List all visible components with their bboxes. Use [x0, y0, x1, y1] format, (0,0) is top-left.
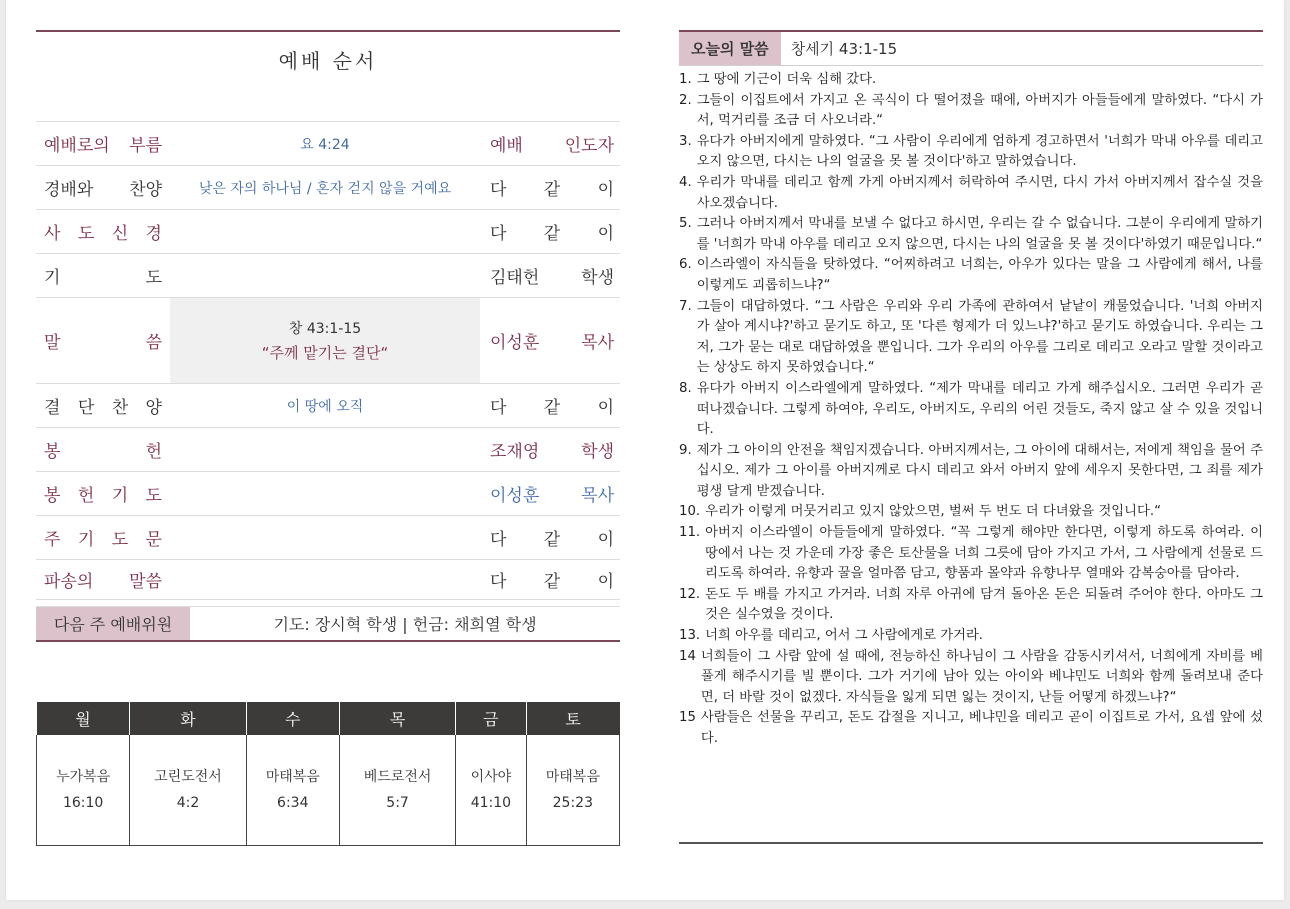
order-leader: 이성훈 목사	[490, 333, 614, 353]
order-row-response-hymn	[36, 384, 620, 428]
verse-number: 1.	[679, 72, 692, 87]
verse	[679, 173, 1263, 214]
verse-number: 3.	[679, 133, 692, 149]
verse	[679, 91, 1263, 132]
order-name: 사 도 신 경	[44, 224, 162, 244]
scripture-header	[679, 32, 1263, 66]
verse	[679, 297, 1263, 379]
reading-cell	[526, 735, 619, 845]
verse	[679, 214, 1263, 255]
verse-text: 너희들이 그 사람 앞에 설 때에, 전능하신 하나님이 그 사람을 감동시키셔서, 너희에게 자비를 베풀게 해주시기를 빌 뿐이다. 그가 거기에 남아 있는 아이와 베냐민도 너희와 함께 돌려보내 준다면, 더 바랄 것이 없겠다. 자식들을 잃게 되면 잃는 것이지, 난들 어떻게 하겠느냐?“	[700, 648, 1263, 705]
verse-text: 그러나 아버지께서 막내를 보낼 수 없다고 하시면, 우리는 갈 수 없습니다. 그분이 우리에게 말하기를 '너희가 막내 아우를 데리고 오지 않으면, 다시는 나의 얼굴을 못 볼 것이다'하였기 때문입니다.“	[696, 216, 1263, 252]
day-header: 화	[130, 702, 246, 735]
order-row-offering	[36, 428, 620, 472]
reading-ref: 25:23	[552, 794, 593, 811]
bulletin-sheet	[6, 0, 1284, 900]
reading-cell	[339, 735, 455, 845]
scripture-reference: 창세기 43:1-15	[790, 40, 898, 58]
order-leader: 조재영 학생	[490, 442, 614, 462]
worship-order-title: 예배 순서	[36, 32, 620, 122]
reading-ref: 41:10	[470, 794, 512, 811]
reading-cell	[37, 735, 130, 845]
day-header: 월	[37, 702, 130, 735]
verse	[679, 70, 1263, 91]
order-detail	[170, 428, 480, 471]
next-week-servers	[36, 606, 620, 642]
order-name: 결 단 찬 양	[44, 398, 162, 418]
day-header: 수	[246, 702, 339, 735]
verse-text: 우리가 막내를 데리고 함께 가게 아버지께서 허락하여 주시면, 다시 가서 아버지께서 잡수실 것을 사오겠습니다.	[696, 174, 1263, 211]
reading-ref: 6:34	[277, 794, 309, 811]
verse-text: 그들이 대답하였다. “그 사람은 우리와 우리 가족에 관하여서 낱낱이 캐물었습니다. '너희 아버지가 살아 계시냐?'하고 묻기도 하고, 또 '다른 형제가 더 있느냐?'하고 묻기도 하였습니다. 우리는 그저, 그가 묻는 대로 대답하였을 뿐입니다. 그가 우리의 아우를 그리로 데리고 오라고 말할 것이라고는 상상도 하지 못하였습니다.“	[696, 298, 1263, 376]
order-detail: 낮은 자의 하나님 / 혼자 걷지 않을 거예요	[198, 180, 452, 197]
bottom-rule	[679, 842, 1263, 844]
verse-number: 14	[679, 648, 696, 664]
verse	[679, 132, 1263, 173]
todays-scripture-panel	[679, 30, 1263, 750]
order-row-call	[36, 122, 620, 166]
reading-ref: 4:2	[176, 794, 200, 811]
order-name: 말 씀	[44, 333, 162, 353]
day-header: 토	[526, 702, 619, 735]
worship-order-panel	[36, 30, 620, 642]
verse-text: 유다가 아버지 이스라엘에게 말하였다. “제가 막내를 데리고 가게 해주십시오. 그러면 우리가 곧 떠나겠습니다. 그렇게 하여야, 우리도, 아버지도, 우리의 어린 것들도, 죽지 않고 살 수 있을 것입니다.	[696, 380, 1263, 438]
reading-refs-row	[37, 735, 620, 845]
verse-text: 이스라엘이 자식들을 탓하였다. “어찌하려고 너희는, 아우가 있다는 말을 그 사람에게 해서, 나를 이렇게도 괴롭히느냐?“	[696, 257, 1263, 293]
order-name: 파송의 말씀	[44, 572, 162, 592]
order-row-lords-prayer	[36, 516, 620, 560]
next-week-info: 기도: 장시혁 학생 | 헌금: 채희열 학생	[273, 615, 537, 634]
verse-number: 9.	[679, 442, 692, 458]
daily-reading-table	[36, 702, 620, 846]
verse-text: 유다가 아버지에게 말하였다. “그 사람이 우리에게 엄하게 경고하면서 '너희가 막내 아우를 데리고 오지 않으면, 다시는 나의 얼굴을 못 볼 것이다'하고 말하였습니다.	[696, 133, 1263, 170]
reading-book: 마태복음	[265, 768, 320, 785]
verse	[679, 708, 1263, 749]
order-row-creed	[36, 210, 620, 254]
order-leader: 김태헌 학생	[490, 268, 614, 288]
order-name: 경배와 찬양	[44, 180, 162, 200]
next-week-label: 다음 주 예배위원	[36, 607, 190, 640]
verse-number: 7.	[679, 298, 692, 314]
reading-book: 베드로전서	[363, 768, 432, 785]
order-row-prayer	[36, 254, 620, 298]
order-row-praise	[36, 166, 620, 210]
reading-cell	[130, 735, 246, 845]
verse-number: 11.	[679, 525, 701, 541]
day-header: 금	[456, 702, 526, 735]
verse	[679, 502, 1263, 523]
order-name: 주 기 도 문	[44, 530, 162, 550]
sermon-detail	[170, 298, 480, 383]
verse-number: 15	[679, 710, 696, 726]
verse-list	[679, 70, 1263, 750]
order-leader: 예배 인도자	[490, 136, 614, 156]
verse	[679, 523, 1263, 585]
order-name: 예배로의 부름	[44, 136, 162, 156]
verse-text: 아버지 이스라엘이 아들들에게 말하였다. “꼭 그렇게 해야만 한다면, 이렇게 하도록 하여라. 이 땅에서 나는 것 가운데 가장 좋은 토산물을 너희 그릇에 담아 가지고 가서, 그 사람에게 선물로 드리도록 하여라. 유향과 꿀을 얼마쯤 담고, 향품과 몰약과 유향나무 열매와 감복숭아를 담아라.	[705, 525, 1263, 582]
verse-text: 우리가 이렇게 머뭇거리고 있지 않았으면, 벌써 두 번도 더 다녀왔을 것입니다.“	[705, 504, 1161, 520]
verse-text: 너희 아우를 데리고, 어서 그 사람에게로 가거라.	[705, 628, 984, 644]
verse-text: 사람들은 선물을 꾸리고, 돈도 갑절을 지니고, 베냐민을 데리고 곧이 이집트로 가서, 요셉 앞에 섰다.	[700, 710, 1263, 746]
order-leader: 다 같 이	[490, 224, 614, 244]
verse	[679, 441, 1263, 503]
order-detail	[170, 516, 480, 559]
sermon-title: “주께 맡기는 결단“	[261, 344, 389, 362]
verse-text: 그들이 이집트에서 가지고 온 곡식이 다 떨어졌을 때에, 아버지가 아들들에게 말하였다. “다시 가서, 먹거리를 조금 더 사오너라.“	[696, 92, 1263, 129]
verse-number: 6.	[679, 257, 692, 273]
verse-text: 그 땅에 기근이 더욱 심해 갔다.	[696, 72, 877, 87]
verse	[679, 626, 1263, 647]
reading-book: 누가복음	[56, 768, 111, 785]
order-leader: 이성훈 목사	[490, 486, 614, 506]
order-leader: 다 같 이	[490, 530, 614, 550]
order-detail	[170, 472, 480, 515]
reading-book: 이사야	[470, 768, 512, 785]
order-leader: 다 같 이	[490, 572, 614, 592]
order-leader: 다 같 이	[490, 180, 614, 200]
order-detail: 요 4:24	[300, 136, 350, 153]
reading-book: 마태복음	[545, 768, 600, 785]
reading-ref: 5:7	[386, 794, 409, 811]
order-name: 기 도	[44, 268, 162, 288]
verse-number: 8.	[679, 380, 692, 396]
verse	[679, 379, 1263, 441]
order-name: 봉 헌 기 도	[44, 486, 162, 506]
reading-cell	[246, 735, 339, 845]
order-detail	[170, 254, 480, 297]
reading-days-row	[37, 702, 620, 735]
order-leader: 다 같 이	[490, 398, 614, 418]
reading-cell	[456, 735, 526, 845]
order-detail	[170, 560, 480, 599]
verse-number: 5.	[679, 216, 692, 232]
order-row-offering-prayer	[36, 472, 620, 516]
verse-number: 2.	[679, 92, 692, 108]
order-row-sending	[36, 560, 620, 600]
verse-number: 13.	[679, 628, 701, 644]
verse-text: 제가 그 아이의 안전을 책임지겠습니다. 아버지께서는, 그 아이에 대해서는, 저에게 책임을 물어 주십시오. 제가 그 아이를 아버지께로 다시 데리고 와서 아버지 앞에 세우지 못한다면, 그 죄를 제가 평생 달게 받겠습니다.	[696, 442, 1263, 499]
reading-book: 고린도전서	[154, 768, 222, 785]
verse-number: 4.	[679, 174, 692, 190]
verse	[679, 647, 1263, 709]
order-row-sermon	[36, 298, 620, 384]
verse	[679, 255, 1263, 296]
day-header: 목	[339, 702, 455, 735]
sermon-reference: 창 43:1-15	[288, 321, 362, 337]
order-name: 봉 헌	[44, 442, 162, 462]
order-detail	[170, 210, 480, 253]
verse	[679, 585, 1263, 626]
verse-number: 10.	[679, 504, 701, 520]
todays-word-label: 오늘의 말씀	[679, 32, 781, 65]
reading-ref: 16:10	[62, 794, 104, 811]
verse-text: 돈도 두 배를 가지고 가거라. 너희 자루 아귀에 담겨 돌아온 돈은 되돌려 주어야 한다. 아마도 그것은 실수였을 것이다.	[705, 586, 1263, 623]
order-detail: 이 땅에 오직	[286, 398, 364, 415]
verse-number: 12.	[679, 586, 701, 602]
